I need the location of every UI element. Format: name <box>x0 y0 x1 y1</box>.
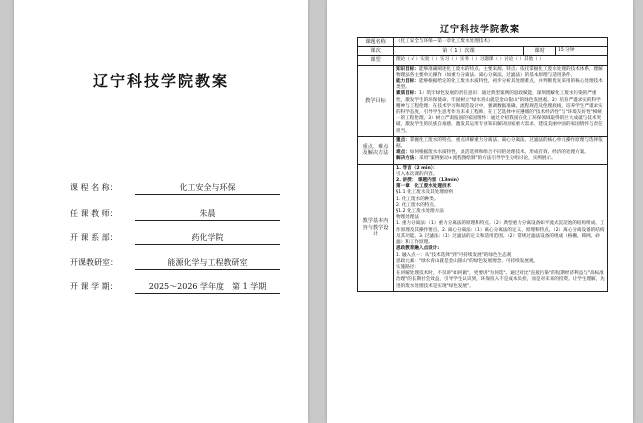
teaching-office-label: 开课教研室： <box>70 258 118 267</box>
content-line: 1. 化工废水的种类。 <box>396 196 439 202</box>
keypoints-content <box>394 136 608 164</box>
lesson-plan-table <box>357 37 608 292</box>
content-line: 第一章 化工废水处理技术 <box>396 184 452 190</box>
course-name-label: 课 程 名 称： <box>70 183 118 192</box>
content-line: 实施路径: <box>396 264 416 270</box>
method-text: 采用"案例驱动+流程图绘制"的方法引导学生分组讨论，实例展示。 <box>418 156 556 162</box>
content-line: 物理处理法 <box>396 215 419 221</box>
session-value: 第（ 1 ）次课 <box>394 47 524 56</box>
plan-title: 辽宁科技学院教案 <box>439 25 520 35</box>
teacher-value: 朱晨 <box>135 208 280 221</box>
hours-label: 课时 <box>524 47 556 56</box>
department-row <box>70 230 280 244</box>
session-label: 课次 <box>358 47 394 56</box>
course-name-row <box>70 180 280 194</box>
content-line: 思政教育融入点设计: <box>396 246 440 252</box>
knowledge-goal-title: 知识目标： <box>396 66 419 72</box>
content-line: §1.2 化工废水处理方法 <box>396 209 444 215</box>
type-label: 课型 <box>358 56 394 65</box>
type-row <box>358 56 608 65</box>
content-line: 在讲解处理技术时，不仅讲"如何做"，更要讲"为何选"。通过对比"直接污染"的短期经济利益与"高标准治理"的长期社会效益，引导学生认识到，环保投入不是成本负担，而是对未来的投资。让学生理解，先进的废水处理技术是实现"绿色发展"。 <box>396 271 605 289</box>
topic-label: 课题名称 <box>358 38 394 47</box>
topic-value: 《化工安全与环保—第一章化工废水处理技术》 <box>394 38 608 47</box>
content-line: 1. 融入点一：从"技术选择"到"可持续发展"的绿色生态观 <box>396 252 512 258</box>
keypoints-row <box>358 136 608 164</box>
course-name-value: 化工安全与环保 <box>135 182 280 195</box>
key-point-title: 重点： <box>396 137 410 143</box>
content-line: §1.1 化工废水及其处理原则 <box>396 190 454 196</box>
difficulty-title: 难点： <box>396 150 410 156</box>
cover-title: 辽宁科技学院教案 <box>92 72 229 90</box>
type-value: 理论（ √ ）实验（ ）实习（ ）实务（ ）习题课（ ）讨论（ ）其他（ ） <box>394 56 608 65</box>
cover-page <box>14 0 308 423</box>
topic-row <box>358 38 608 47</box>
quality-goal-text: 1）筑牢绿色发展的责任意识：通过典型案例的思政赋能，深刻理解化工废水污染的严重性，激发学生的环保使命，牢固树立"绿水青山就是金山银山"的绿色发展观。2）培育严谨求实的科学精神与工程伦理：在技术学习和规范设计中，强调数据准确、流程规范及伦理底线，培养学生严谨求实的科学态度，引导学生思考作为未来工程师，在工艺选择中应遵循的"技术经济性"与"环境友好性"相统一的工程伦理。3）树立严肃报国的家国情怀：通过介绍我国在化工环保领域取得的巨大成就与技术突破，激发学生的民族自豪感，激发其运用专业知识解决国家重大需求、建设美丽中国的家国情怀与责任担当。 <box>396 91 603 134</box>
teaching-office-value: 能源化学与工程教研室 <box>135 257 280 270</box>
ability-goal-text: 能够根据给定的化工废水水质特性，初步分析其处理难点，并判断优先采用的核心处理技术类型。 <box>396 79 603 91</box>
content-line: 思政元素："绿水青山就是金山银山"的绿色发展理念、可持续发展观。 <box>396 258 539 264</box>
hours-value: 15 分钟 <box>556 47 608 56</box>
content-line: 引入本次课的内容。 <box>396 171 438 177</box>
keypoints-label: 重点、难点及解决方法 <box>358 136 394 164</box>
term-label: 开 课 学 期： <box>70 282 118 291</box>
teacher-row <box>70 206 280 220</box>
difficulty-text: 如何根据废水水质特性，灵活选择和组合不同的处理技术，形成有效、经济的处理方案。 <box>409 150 589 156</box>
session-row <box>358 47 608 56</box>
knowledge-goal-text: 能够准确阐述化工废水的特点、主要来源、特点；依托掌握化工废水处理的技术体系，理解物理法各主要单元操作（如重力分离法、离心分离法、过滤法）的基本原理与适用条件。 <box>396 66 603 78</box>
goals-label: 教学目标 <box>358 65 394 136</box>
teacher-label: 任 课 教 师： <box>70 209 118 218</box>
key-point-text: 掌握化工废水的特点，重点讲解重力分离法、离心分离法、过滤法的核心单元操作原理与选择依据。 <box>396 137 603 150</box>
department-label: 开 课 系 部： <box>70 233 118 242</box>
department-value: 药化学院 <box>135 232 280 245</box>
goals-content <box>394 65 608 136</box>
content-label: 教学基本内容与教学设计 <box>358 164 394 291</box>
term-row <box>70 279 280 293</box>
content-line: 2. 讲授： 课题内容（13min） <box>396 178 462 184</box>
content-row <box>358 164 608 291</box>
ability-goal-title: 能力目标： <box>396 79 419 85</box>
method-title: 解决方法： <box>396 156 419 162</box>
teaching-office-row <box>70 255 280 269</box>
lesson-plan-page <box>327 0 633 423</box>
content-line: 2. 化工废水的特点。 <box>396 202 439 208</box>
goals-row <box>358 65 608 136</box>
content-line: 1. 导言（2 min）： <box>396 165 438 171</box>
content-body <box>394 164 608 291</box>
quality-goal-title: 素质目标： <box>396 91 419 97</box>
term-value: 2025～2026 学年度 第 1 学期 <box>135 281 280 294</box>
content-line: 1. 重力分离法:（1）重力分离法的原理和特点。（2）典型重力分离设备如平流式沉淀池的结构组成、工作原理及其操作要点。2. 离心分离法:（1）离心分离法的定义、原理和特点。（2）离心分离设备的结构及其功能。3. 过滤法:（1）过滤法的定义和适用范围。（2）常规过滤法设备的组成（格栅、筛网、砂滤）和工作原理。 <box>396 221 605 246</box>
